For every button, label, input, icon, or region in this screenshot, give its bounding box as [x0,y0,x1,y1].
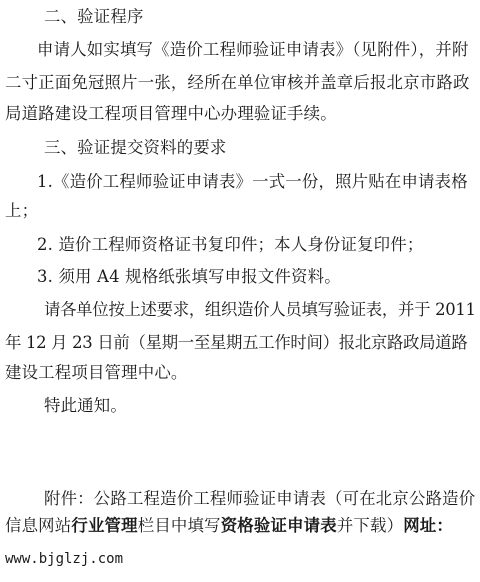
request-line-3: 建设工程项目管理中心。 [5,363,188,382]
section-3-item-3: 3. 须用 A4 规格纸张填写申报文件资料。 [37,267,341,286]
section-3-item-2: 2. 造价工程师资格证书复印件；本人身份证复印件； [37,235,424,254]
section-3-item-1-line-2: 上； [5,201,39,220]
attachment-text-a: 信息网站 [5,516,72,535]
section-3-heading: 三、验证提交资料的要求 [44,138,227,157]
attachment-url-label: 网址： [403,516,453,535]
attachment-line-1: 附件：公路工程造价工程师验证申请表（可在北京公路造价 [44,489,476,508]
attachment-form-name: 资格验证申请表 [220,516,337,535]
attachment-text-c: 栏目中填写 [137,516,221,535]
section-2-line-1: 申请人如实填写《造价工程师验证申请表》（见附件），并附 [37,40,469,59]
section-2-line-2: 二寸正面免冠照片一张，经所在单位审核并盖章后报北京市路政 [5,73,470,92]
section-2-heading: 二、验证程序 [44,7,144,26]
attachment-text-e: 并下载） [336,516,404,535]
request-line-2: 年 12 月 23 日前（星期一至星期五工作时间）报北京路政局道路 [5,333,468,352]
closing-text: 特此通知。 [44,396,127,415]
attachment-line-2 [5,515,480,537]
request-line-1: 请各单位按上述要求，组织造价人员填写验证表，并于 2011 [44,300,476,319]
section-2-line-3: 局道路建设工程项目管理中心办理验证手续。 [5,104,337,123]
attachment-category-industry-management: 行业管理 [71,516,138,535]
attachment-url: www.bjglzj.com [5,551,124,567]
section-3-item-1-line-1: 1.《造价工程师验证申请表》一式一份，照片贴在申请表格 [37,172,468,191]
